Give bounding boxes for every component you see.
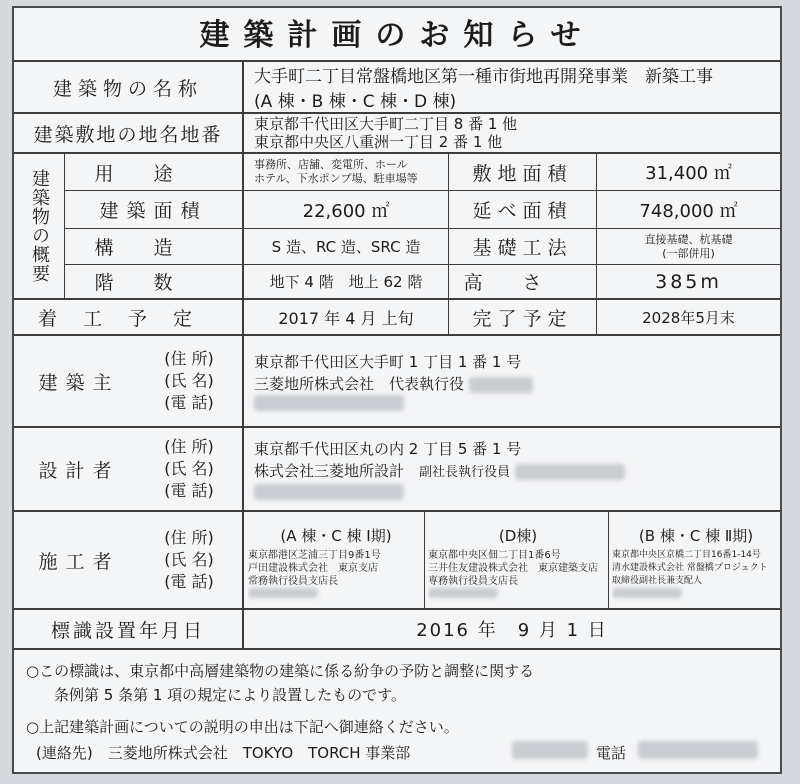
builder-sub-phone: (電 話)	[164, 572, 214, 591]
builder-col3-name: 清水建設株式会社 常盤橋プロジェクト	[612, 562, 768, 573]
designer-label: 設計者	[38, 459, 120, 482]
redacted-block	[254, 484, 404, 500]
builder-col3-title: 取締役副社長兼支配人	[612, 575, 703, 586]
note-1a: ○この標識は、東京都中高層建築物の建築に係る紛争の予防と調整に関する	[26, 662, 535, 680]
builder-sub-name: (氏 名)	[164, 550, 214, 569]
designer-sub-address: (住 所)	[164, 437, 214, 456]
redacted-block	[512, 741, 588, 759]
site-area-label: 敷地面積	[472, 162, 573, 185]
redacted-block	[254, 395, 404, 411]
row-divider	[14, 648, 780, 650]
builder-col1-head: (A 棟・C 棟 Ⅰ期)	[280, 526, 392, 545]
redacted-block	[638, 741, 758, 759]
builder-col3-head: (B 棟・C 棟 Ⅱ期)	[638, 526, 754, 545]
note-2b: (連絡先) 三菱地所株式会社 TOKYO TORCH 事業部	[36, 744, 411, 762]
foundation-label: 基礎工法	[472, 237, 573, 259]
builder-col1-name: 戸田建設株式会社 東京支店	[248, 562, 378, 574]
owner-address: 東京都千代田区大手町 1 丁目 1 番 1 号	[254, 353, 522, 371]
builder-col2-head: (D棟)	[498, 526, 538, 545]
building-name-value-2: (A 棟・B 棟・C 棟・D 棟)	[254, 92, 457, 112]
note-2a: ○上記建築計画についての説明の申出は下記へ御連絡ください。	[26, 718, 459, 736]
floor-area-value: 748,000 ㎡	[639, 200, 738, 222]
col-divider	[608, 510, 609, 608]
site-label: 建築敷地の地名地番	[33, 123, 223, 146]
sign-date-value: 2016 年 9 月 1 日	[416, 620, 608, 641]
note-phone: 電話	[596, 744, 627, 762]
owner-sub-phone: (電 話)	[164, 393, 214, 412]
finish-value: 2028年5月末	[642, 308, 735, 327]
designer-name: 株式会社三菱地所設計	[254, 462, 405, 480]
structure-value: S 造、RC 造、SRC 造	[271, 238, 421, 256]
builder-col1-title: 常務執行役員支店長	[248, 575, 338, 587]
designer-title: 副社長執行役員	[419, 465, 511, 480]
page-title: 建築計画のお知らせ	[199, 18, 595, 53]
col-divider	[424, 510, 425, 608]
note-1b: 条例第 5 条第 1 項の規定により設置したものです。	[54, 686, 406, 704]
notice-board	[12, 6, 782, 774]
owner-sub-address: (住 所)	[164, 349, 214, 368]
owner-sub-name: (氏 名)	[164, 371, 214, 390]
start-value: 2017 年 4 月 上旬	[278, 308, 414, 328]
owner-name: 三菱地所株式会社 代表執行役	[254, 375, 465, 393]
height-label: 高さ	[463, 272, 582, 294]
builder-col2-name: 三井住友建設株式会社 東京建築支店	[428, 562, 598, 574]
builder-label: 施工者	[38, 550, 120, 573]
builder-col2-title: 専務執行役員支店長	[428, 575, 518, 587]
foundation-value-2: (一部併用)	[662, 246, 715, 260]
redacted-block	[248, 588, 318, 598]
overview-label: 建築物の概要	[29, 169, 50, 283]
designer-address: 東京都千代田区丸の内 2 丁目 5 番 1 号	[254, 440, 522, 458]
floor-area-label: 延べ面積	[472, 200, 573, 222]
builder-col2-address: 東京都中央区佃二丁目1番6号	[428, 549, 561, 561]
foundation-value-1: 直接基礎、杭基礎	[644, 232, 733, 246]
structure-label: 構造	[94, 237, 213, 259]
floors-label: 階数	[94, 272, 213, 294]
site-value-1: 東京都千代田区大手町二丁目 8 番 1 他	[254, 115, 518, 133]
building-area-label: 建築面積	[99, 200, 208, 222]
builder-col3-address: 東京都中央区京橋二丁目16番1-14号	[612, 549, 761, 560]
site-area-value: 31,400 ㎡	[645, 163, 732, 184]
floors-value: 地下 4 階 地上 62 階	[269, 273, 423, 291]
use-value-1: 事務所、店舗、変電所、ホール	[254, 158, 408, 171]
owner-label: 建築主	[38, 371, 120, 394]
building-name-value: 大手町二丁目常盤橋地区第一種市街地再開発事業 新築工事	[254, 67, 713, 87]
redacted-block	[515, 464, 625, 480]
designer-sub-phone: (電 話)	[164, 481, 214, 500]
start-label: 着工予定	[37, 307, 218, 330]
height-value: 385m	[655, 270, 722, 293]
building-name-label: 建築物の名称	[52, 77, 203, 100]
site-value-2: 東京都中央区八重洲一丁目 2 番 1 他	[254, 133, 503, 151]
redacted-block	[469, 377, 533, 393]
builder-col1-address: 東京都港区芝浦三丁目9番1号	[248, 549, 381, 561]
sign-date-label: 標識設置年月日	[50, 619, 205, 642]
builder-sub-address: (住 所)	[164, 528, 214, 547]
redacted-block	[428, 588, 498, 598]
finish-label: 完了予定	[472, 307, 573, 330]
redacted-block	[612, 588, 682, 598]
designer-sub-name: (氏 名)	[164, 459, 214, 478]
building-area-value: 22,600 ㎡	[302, 200, 390, 222]
use-value-2: ホテル、下水ポンプ場、駐車場等	[254, 172, 418, 185]
use-label: 用途	[94, 162, 213, 185]
